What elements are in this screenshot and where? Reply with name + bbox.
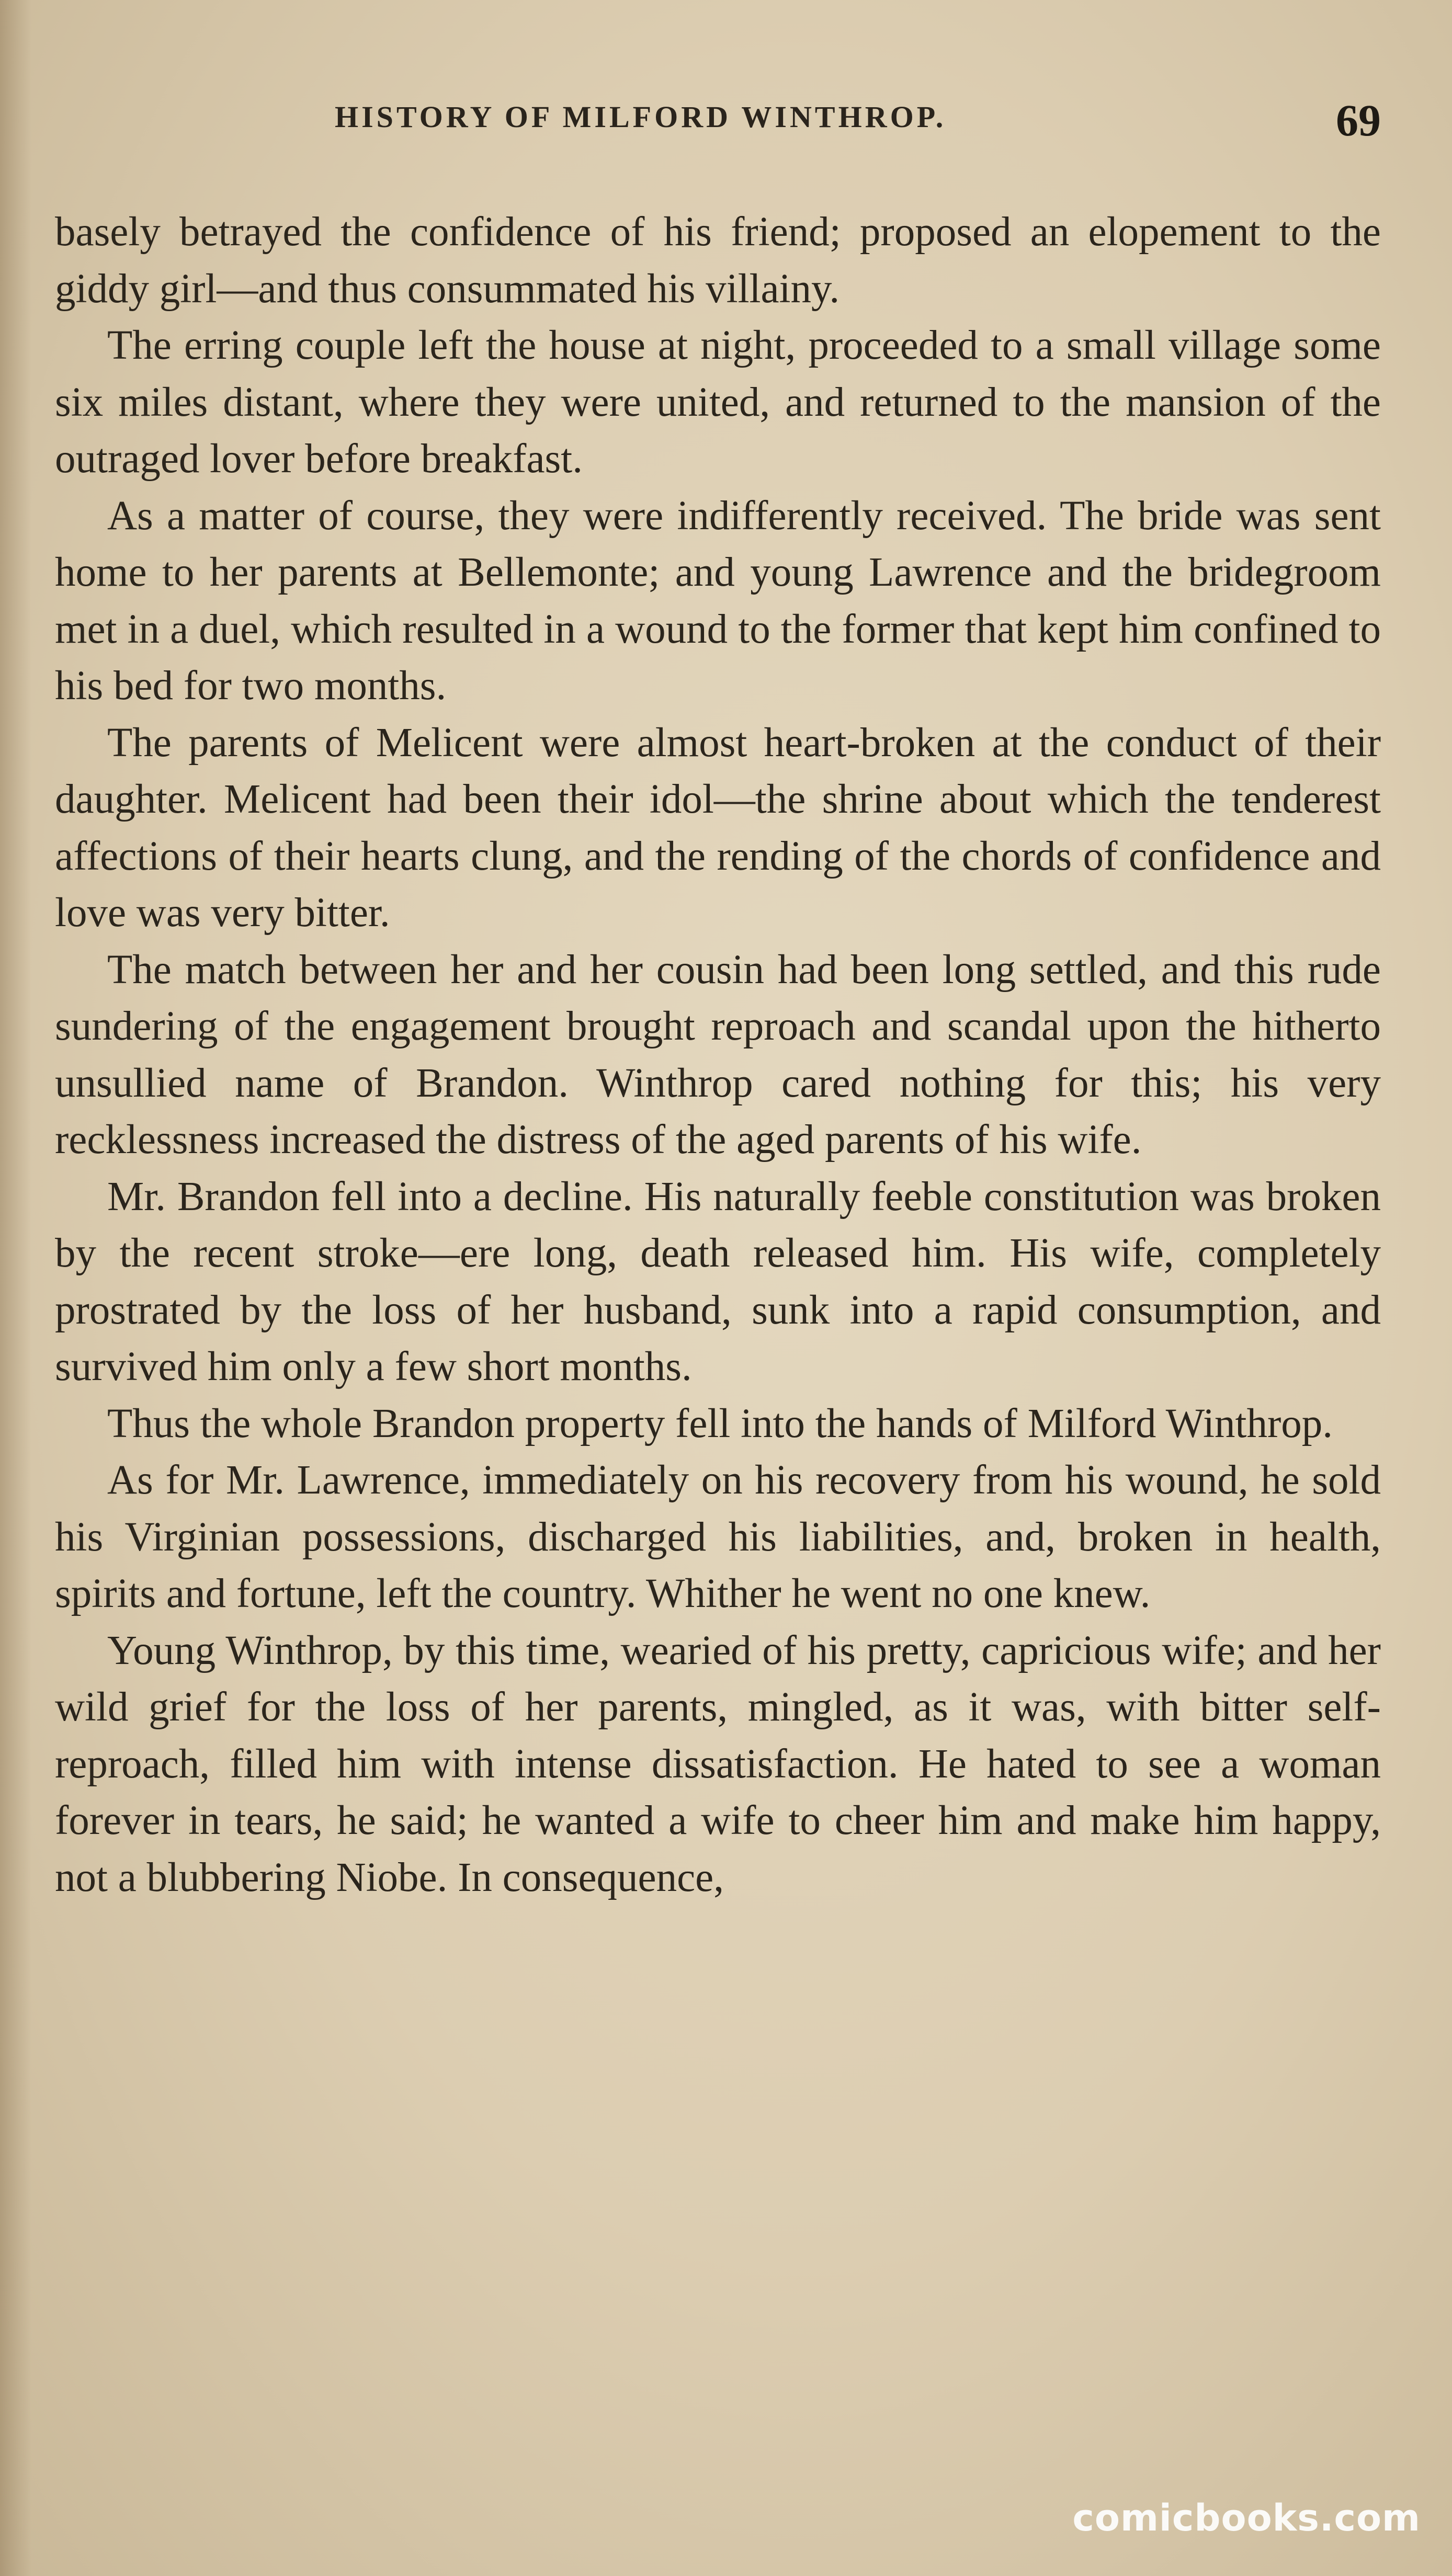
body-text [55,204,1381,1906]
paragraph-1: basely betrayed the confidence of his friend; proposed an elopement to the giddy girl—and thus consummated his villainy. [55,209,1381,312]
paragraph-5: The match between her and her cousin had been long settled, and this rude sundering of the engagement brought reproach and scandal upon the hitherto unsullied name of Brandon. Winthrop cared nothing for this; his very recklessness increased the distress of the aged parents of his wife. [55,947,1381,1162]
page-edge-shadow [0,0,31,2576]
page-header [335,95,1381,157]
paragraph-4: The parents of Melicent were almost heart-broken at the conduct of their daughter. Melicent had been their idol—the shrine about which the tenderest affections of their hearts clung, and the rending of the chords of confidence and love was very bitter. [55,720,1381,936]
paragraph-3: As a matter of course, they were indifferently received. The bride was sent home to her parents at Bellemonte; and young Lawrence and the bridegroom met in a duel, which resulted in a wound to the former that kept him confined to his bed for two months. [55,493,1381,709]
paragraph-2: The erring couple left the house at night, proceeded to a small village some six miles distant, where they were united, and returned to the mansion of the outraged lover before breakfast. [55,323,1381,482]
paragraph-7: Thus the whole Brandon property fell into the hands of Milford Winthrop. [107,1400,1333,1446]
watermark: comicbooks.com [1072,2497,1421,2539]
paragraph-6: Mr. Brandon fell into a decline. His naturally feeble constitution was broken by the recent stroke—ere long, death released him. His wife, completely prostrated by the loss of her husband, sunk into a rapid consumption, and survived him only a few short months. [55,1173,1381,1389]
running-head: HISTORY OF MILFORD WINTHROP. [335,100,947,134]
page-number: 69 [1336,95,1381,145]
paragraph-8: As for Mr. Lawrence, immediately on his recovery from his wound, he sold his Virginian possessions, discharged his liabilities, and, broken in health, spirits and fortune, left the country. Whither he went no one knew. [55,1457,1381,1616]
paragraph-9: Young Winthrop, by this time, wearied of his pretty, capricious wife; and her wild grief for the loss of her parents, mingled, as it was, with bitter self-reproach, filled him with intense dissatisfaction. He hated to see a woman forever in tears, he said; he wanted a wife to cheer him and make him happy, not a blubbering Niobe. In consequence, [55,1627,1381,1900]
